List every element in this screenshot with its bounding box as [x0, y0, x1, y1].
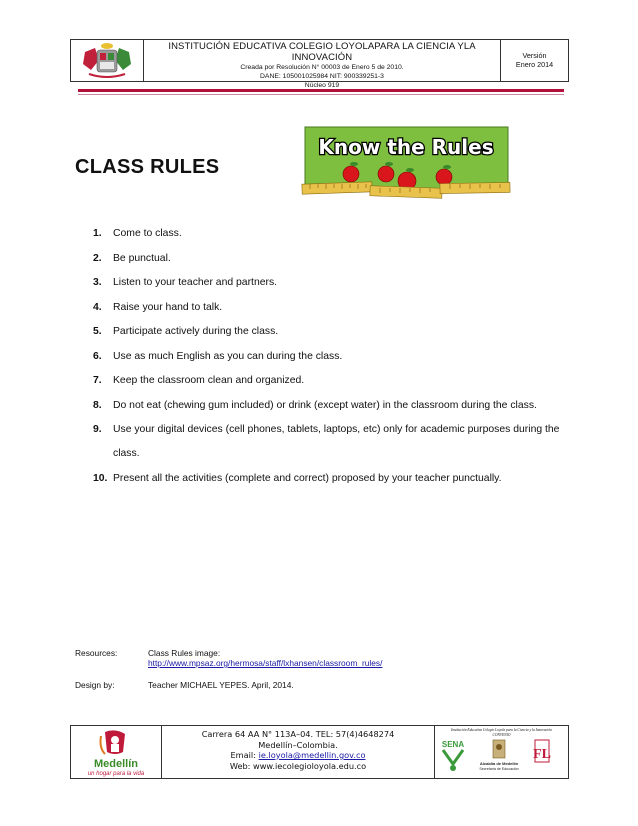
rule-text: Listen to your teacher and partners.	[113, 277, 278, 288]
rule-number: 2.	[93, 252, 102, 264]
alcaldia-text: Alcaldía de Medellín	[479, 761, 519, 766]
school-logo-cell	[71, 40, 144, 81]
resources-link[interactable]: http://www.mpsaz.org/hermosa/staff/lxhansen/classroom_rules/	[148, 658, 383, 668]
medellin-logo-text: Medellín	[93, 758, 139, 770]
page-title: CLASS RULES	[75, 156, 220, 178]
header-divider	[78, 89, 564, 92]
list-item	[93, 375, 573, 387]
list-item	[93, 228, 573, 240]
email-label: Email:	[230, 750, 256, 760]
list-item	[93, 351, 573, 363]
institution-sub: CONVENIO	[492, 732, 511, 737]
email-link[interactable]: ie.loyola@medellin.gov.co	[258, 750, 366, 760]
rule-number: 8.	[93, 399, 102, 411]
header-divider-thin	[78, 94, 564, 95]
partner-logos-icon	[435, 738, 568, 778]
resources-label: Resources:	[75, 648, 118, 658]
list-item	[93, 302, 573, 314]
resources-text: Class Rules image:	[148, 648, 221, 658]
sena-logo-text: SENA	[441, 740, 465, 749]
version-cell	[500, 40, 568, 81]
rule-number: 4.	[93, 301, 102, 313]
image-caption: Know the Rules	[318, 135, 494, 159]
medellin-logo-cell	[71, 726, 162, 778]
fl-logo-text: FL	[533, 747, 551, 762]
rule-text: Use your digital devices (cell phones, tablets, laptops, etc) only for academic purposes during the class.	[113, 423, 560, 460]
nucleo-text: Núcleo 919	[304, 82, 340, 89]
footer-address: Carrera 64 AA N° 113A–04. TEL: 57(4)4648274	[201, 729, 395, 739]
version-label: Versión	[522, 51, 547, 60]
footer-web: Web: www.iecolegioloyola.edu.co	[229, 760, 367, 771]
rule-number: 10.	[93, 472, 108, 484]
list-item	[93, 277, 573, 289]
partner-logos-cell	[434, 726, 568, 778]
footer-contact	[162, 729, 434, 771]
footer-table	[70, 725, 569, 779]
header-table	[70, 39, 569, 89]
rule-text: Keep the classroom clean and organized.	[113, 375, 305, 386]
rule-text: Use as much English as you can during the class.	[113, 350, 343, 362]
rule-text: Participate actively during the class.	[113, 326, 279, 337]
design-text: Teacher MICHAEL YEPES. April, 2014.	[148, 680, 294, 690]
school-ids: DANE: 105001025984 NIT: 900339251-3	[260, 73, 384, 80]
list-item	[93, 418, 573, 467]
footer-city: Medellín–Colombia.	[258, 739, 338, 750]
rule-text: Come to class.	[113, 228, 182, 239]
list-item	[93, 326, 573, 338]
rule-number: 9.	[93, 423, 102, 435]
rule-text: Present all the activities (complete and correct) proposed by your teacher punctually.	[113, 472, 502, 484]
school-crest-icon	[71, 40, 143, 81]
list-item	[93, 400, 573, 412]
resolution-text: Creada por Resolución N° 00003 de Enero 5 de 2010.	[240, 64, 404, 71]
rule-number: 6.	[93, 350, 102, 362]
rules-list	[93, 228, 573, 485]
medellin-logo-icon	[71, 726, 161, 778]
rule-number: 3.	[93, 277, 102, 288]
rule-number: 5.	[93, 326, 102, 337]
rule-text: Do not eat (chewing gum included) or drink (except water) in the classroom during the class.	[113, 399, 537, 411]
know-the-rules-image	[300, 123, 513, 205]
list-item	[93, 473, 573, 485]
design-label: Design by:	[75, 680, 115, 690]
header-info	[144, 40, 500, 89]
medellin-slogan: un hogar para la vida	[87, 771, 145, 777]
footer-email-line	[162, 750, 434, 761]
list-item	[93, 253, 573, 265]
rule-number: 7.	[93, 375, 102, 386]
rule-text: Raise your hand to talk.	[113, 301, 223, 313]
rule-number: 1.	[93, 228, 102, 239]
school-name: INSTITUCIÓN EDUCATIVA COLEGIO LOYOLAPARA LA CIENCIA YLA INNOVACIÓN	[168, 41, 476, 63]
secretaria-text: Secretaría de Educación	[479, 767, 519, 771]
rule-text: Be punctual.	[113, 252, 171, 264]
version-date: Enero 2014	[515, 60, 554, 69]
institution-note: Institución Educativa Colegio Loyola para la Ciencia y la Innovación	[451, 728, 552, 732]
